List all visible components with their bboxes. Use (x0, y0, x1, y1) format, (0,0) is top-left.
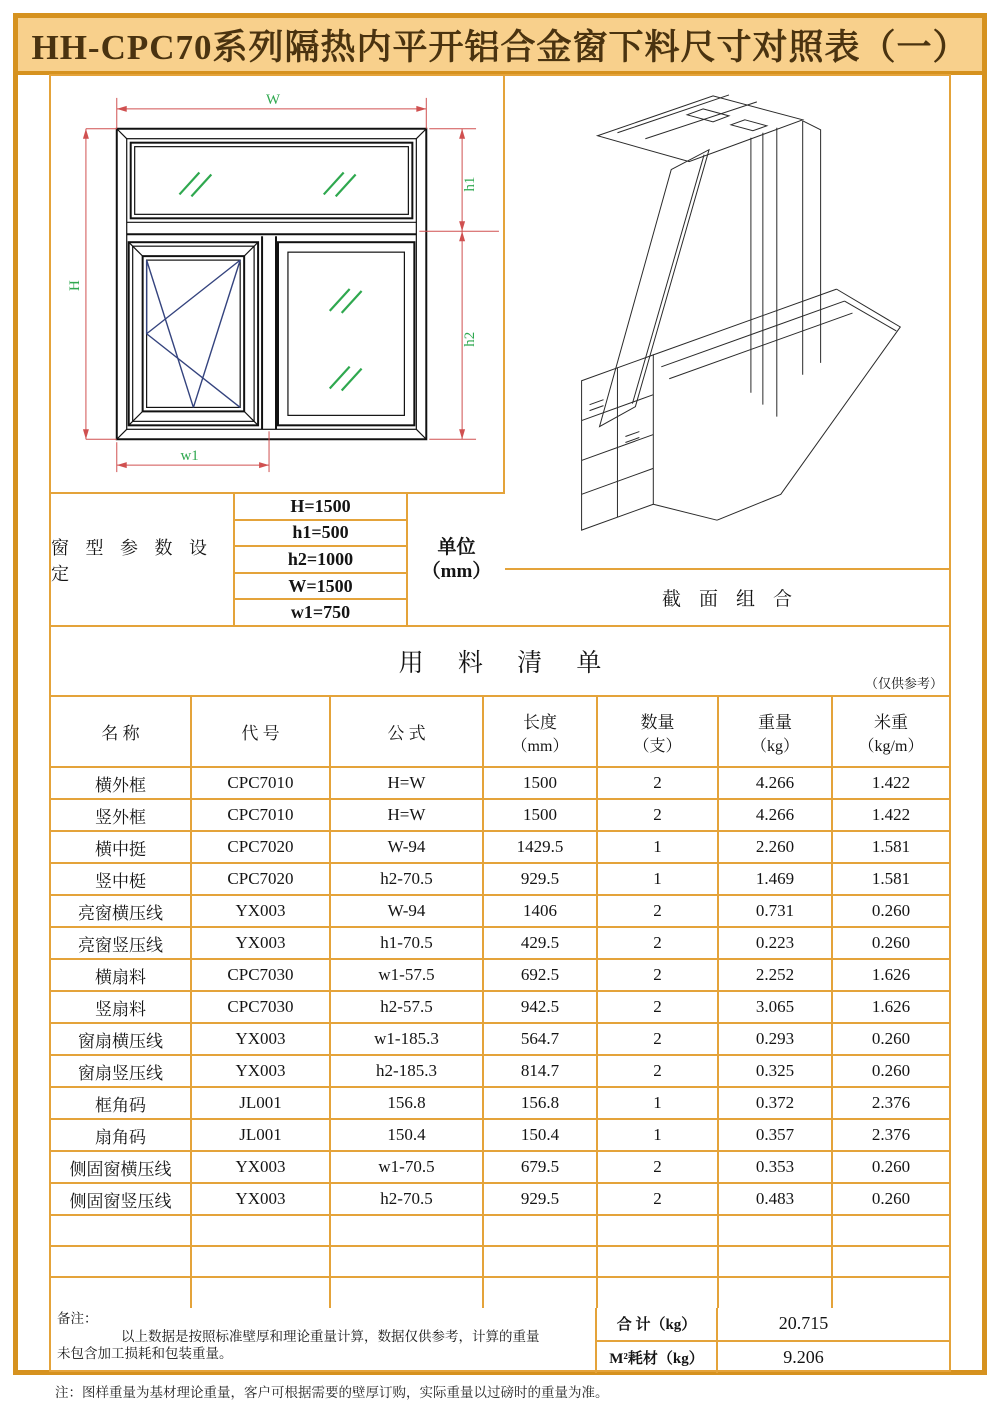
material-qty: 2 (597, 767, 718, 799)
material-name: 亮窗竖压线 (51, 927, 191, 959)
material-code: YX003 (191, 1055, 330, 1087)
material-meter-weight: 0.260 (832, 927, 949, 959)
empty-cell (51, 1277, 191, 1308)
material-row (51, 1183, 949, 1215)
empty-cell (330, 1215, 483, 1246)
material-row (51, 799, 949, 831)
title-band (18, 18, 982, 75)
reference-hint: （仅供参考） (864, 676, 943, 691)
material-code: CPC7010 (191, 799, 330, 831)
material-qty: 1 (597, 1119, 718, 1151)
material-meter-weight: 1.626 (832, 991, 949, 1023)
window-diagram (51, 76, 503, 492)
material-meter-weight: 2.376 (832, 1087, 949, 1119)
table-footer (51, 1308, 949, 1373)
empty-cell (718, 1215, 832, 1246)
material-formula: h2-57.5 (330, 991, 483, 1023)
section-label: 截面组合 (505, 568, 949, 625)
col-name: 名 称 (51, 697, 191, 767)
empty-cell (597, 1215, 718, 1246)
material-row (51, 895, 949, 927)
material-meter-weight: 1.581 (832, 831, 949, 863)
material-name: 横外框 (51, 767, 191, 799)
material-weight: 0.223 (718, 927, 832, 959)
material-weight: 0.353 (718, 1151, 832, 1183)
material-formula: w1-185.3 (330, 1023, 483, 1055)
material-length: 1406 (483, 895, 597, 927)
material-name: 侧固窗竖压线 (51, 1183, 191, 1215)
svg-text:h1: h1 (462, 176, 479, 192)
unit-cell (408, 494, 505, 625)
totals-box (597, 1308, 949, 1373)
param-value: h1=500 (235, 521, 406, 548)
materials-title: 用 料 清 单 (398, 650, 616, 677)
material-weight: 0.357 (718, 1119, 832, 1151)
material-qty: 2 (597, 1023, 718, 1055)
total-row (597, 1308, 949, 1342)
material-length: 429.5 (483, 927, 597, 959)
material-row (51, 959, 949, 991)
param-table (51, 494, 505, 625)
material-formula: H=W (330, 767, 483, 799)
dimension-w (117, 92, 427, 129)
material-name: 侧固窗横压线 (51, 1151, 191, 1183)
material-qty: 2 (597, 895, 718, 927)
empty-cell (330, 1246, 483, 1277)
material-name: 窗扇竖压线 (51, 1055, 191, 1087)
material-row (51, 767, 949, 799)
material-code: CPC7010 (191, 767, 330, 799)
material-name: 亮窗横压线 (51, 895, 191, 927)
param-value: h2=1000 (235, 547, 406, 574)
col-weight: 重量 （kg） (718, 697, 832, 767)
col-code: 代 号 (191, 697, 330, 767)
svg-text:H: H (66, 280, 83, 291)
remark-label: 备注： (57, 1311, 98, 1326)
material-formula: H=W (330, 799, 483, 831)
footnote: 注：图样重量为基材理论重量，客户可根据需要的壁厚订购，实际重量以过磅时的重量为准。 (55, 1385, 609, 1400)
empty-cell (832, 1215, 949, 1246)
empty-cell (483, 1277, 597, 1308)
param-table-title: 窗 型 参 数 设 定 (51, 494, 235, 625)
material-qty: 1 (597, 863, 718, 895)
material-weight: 0.372 (718, 1087, 832, 1119)
empty-cell (832, 1246, 949, 1277)
material-length: 929.5 (483, 1183, 597, 1215)
empty-cell (832, 1277, 949, 1308)
svg-text:W: W (266, 91, 281, 108)
material-name: 框角码 (51, 1087, 191, 1119)
dimension-h1 (419, 129, 499, 232)
unit-line1: 单位 (437, 536, 476, 558)
material-length: 1500 (483, 767, 597, 799)
material-length: 1429.5 (483, 831, 597, 863)
material-code: YX003 (191, 1023, 330, 1055)
empty-row (51, 1215, 949, 1246)
material-formula: 156.8 (330, 1087, 483, 1119)
material-weight: 0.293 (718, 1023, 832, 1055)
material-weight: 2.252 (718, 959, 832, 991)
material-row (51, 1151, 949, 1183)
material-qty: 2 (597, 1151, 718, 1183)
material-row (51, 1023, 949, 1055)
material-formula: w1-70.5 (330, 1151, 483, 1183)
material-row (51, 991, 949, 1023)
param-value: H=1500 (235, 494, 406, 521)
material-name: 横中挺 (51, 831, 191, 863)
empty-row (51, 1246, 949, 1277)
material-qty: 2 (597, 799, 718, 831)
empty-cell (597, 1246, 718, 1277)
material-formula: w1-57.5 (330, 959, 483, 991)
sqm-value: 9.206 (783, 1346, 824, 1367)
material-weight: 2.260 (718, 831, 832, 863)
total-label: 合 计（kg） (597, 1308, 718, 1340)
material-weight: 1.469 (718, 863, 832, 895)
material-qty: 1 (597, 831, 718, 863)
material-row (51, 1119, 949, 1151)
svg-text:w1: w1 (180, 448, 199, 465)
empty-cell (483, 1246, 597, 1277)
material-meter-weight: 1.626 (832, 959, 949, 991)
material-meter-weight: 0.260 (832, 1055, 949, 1087)
dimension-w1 (117, 431, 269, 472)
dimension-h (67, 129, 117, 440)
material-meter-weight: 0.260 (832, 1151, 949, 1183)
material-code: CPC7030 (191, 959, 330, 991)
material-qty: 2 (597, 959, 718, 991)
material-meter-weight: 1.581 (832, 863, 949, 895)
glass-mark (179, 173, 355, 197)
material-code: CPC7030 (191, 991, 330, 1023)
material-weight: 0.325 (718, 1055, 832, 1087)
material-formula: W-94 (330, 895, 483, 927)
page-title: HH-CPC70系列隔热内平开铝合金窗下料尺寸对照表（一） (31, 27, 969, 67)
material-name: 竖中梃 (51, 863, 191, 895)
empty-cell (191, 1246, 330, 1277)
col-quantity: 数量 （支） (597, 697, 718, 767)
material-formula: W-94 (330, 831, 483, 863)
header-row (51, 697, 949, 767)
material-weight: 0.483 (718, 1183, 832, 1215)
material-code: YX003 (191, 1183, 330, 1215)
material-qty: 1 (597, 1087, 718, 1119)
material-length: 156.8 (483, 1087, 597, 1119)
material-formula: h2-70.5 (330, 863, 483, 895)
svg-text:h2: h2 (462, 331, 479, 347)
empty-cell (51, 1246, 191, 1277)
material-length: 942.5 (483, 991, 597, 1023)
material-formula: h2-185.3 (330, 1055, 483, 1087)
empty-cell (597, 1277, 718, 1308)
material-weight: 4.266 (718, 767, 832, 799)
material-name: 竖扇料 (51, 991, 191, 1023)
section-drawing (505, 76, 949, 566)
material-name: 窗扇横压线 (51, 1023, 191, 1055)
dimension-h2 (429, 231, 478, 439)
materials-table (51, 697, 949, 1308)
material-qty: 2 (597, 1055, 718, 1087)
material-length: 679.5 (483, 1151, 597, 1183)
material-meter-weight: 0.260 (832, 1183, 949, 1215)
material-formula: h2-70.5 (330, 1183, 483, 1215)
material-meter-weight: 1.422 (832, 767, 949, 799)
materials-title-row (51, 627, 949, 697)
material-meter-weight: 0.260 (832, 895, 949, 927)
material-code: YX003 (191, 927, 330, 959)
empty-cell (718, 1246, 832, 1277)
material-weight: 0.731 (718, 895, 832, 927)
material-row (51, 831, 949, 863)
material-name: 横扇料 (51, 959, 191, 991)
material-formula: h1-70.5 (330, 927, 483, 959)
material-meter-weight: 2.376 (832, 1119, 949, 1151)
glass-mark (330, 289, 362, 391)
material-name: 竖外框 (51, 799, 191, 831)
material-formula: 150.4 (330, 1119, 483, 1151)
opening-symbol (147, 260, 241, 407)
remark-line: 未包含加工损耗和包装重量。 (57, 1346, 233, 1362)
col-formula: 公 式 (330, 697, 483, 767)
empty-cell (330, 1277, 483, 1308)
material-row (51, 927, 949, 959)
total-value: 20.715 (778, 1313, 829, 1334)
material-code: JL001 (191, 1087, 330, 1119)
material-meter-weight: 1.422 (832, 799, 949, 831)
material-meter-weight: 0.260 (832, 1023, 949, 1055)
param-value: w1=750 (290, 602, 351, 623)
material-length: 692.5 (483, 959, 597, 991)
material-row (51, 863, 949, 895)
material-code: YX003 (191, 895, 330, 927)
content (51, 76, 949, 1370)
material-length: 929.5 (483, 863, 597, 895)
section-panel (505, 76, 949, 625)
col-meter-weight: 米重 （kg/m） (832, 697, 949, 767)
remark-line: 以上数据是按照标准壁厚和理论重量计算，数据仅供参考，计算的重量 (121, 1328, 540, 1344)
param-values (235, 494, 408, 625)
unit-line2: （mm） (421, 560, 492, 582)
material-qty: 2 (597, 1183, 718, 1215)
empty-row (51, 1277, 949, 1308)
empty-cell (483, 1215, 597, 1246)
materials-section (51, 625, 949, 1371)
material-length: 564.7 (483, 1023, 597, 1055)
empty-cell (191, 1277, 330, 1308)
material-length: 1500 (483, 799, 597, 831)
material-qty: 2 (597, 991, 718, 1023)
material-row (51, 1055, 949, 1087)
material-length: 814.7 (483, 1055, 597, 1087)
material-weight: 4.266 (718, 799, 832, 831)
material-qty: 2 (597, 927, 718, 959)
material-row (51, 1087, 949, 1119)
col-length: 长度 （mm） (483, 697, 597, 767)
remark-box (51, 1308, 597, 1373)
material-code: YX003 (191, 1151, 330, 1183)
sqm-row (597, 1342, 949, 1374)
material-weight: 3.065 (718, 991, 832, 1023)
empty-cell (191, 1215, 330, 1246)
material-code: CPC7020 (191, 863, 330, 895)
material-name: 扇角码 (51, 1119, 191, 1151)
empty-cell (718, 1277, 832, 1308)
material-length: 150.4 (483, 1119, 597, 1151)
param-value: W=1500 (235, 574, 406, 601)
material-code: JL001 (191, 1119, 330, 1151)
material-code: CPC7020 (191, 831, 330, 863)
window-diagram-panel (51, 76, 505, 494)
empty-cell (51, 1215, 191, 1246)
sqm-label: M²耗材（kg） (597, 1342, 718, 1374)
